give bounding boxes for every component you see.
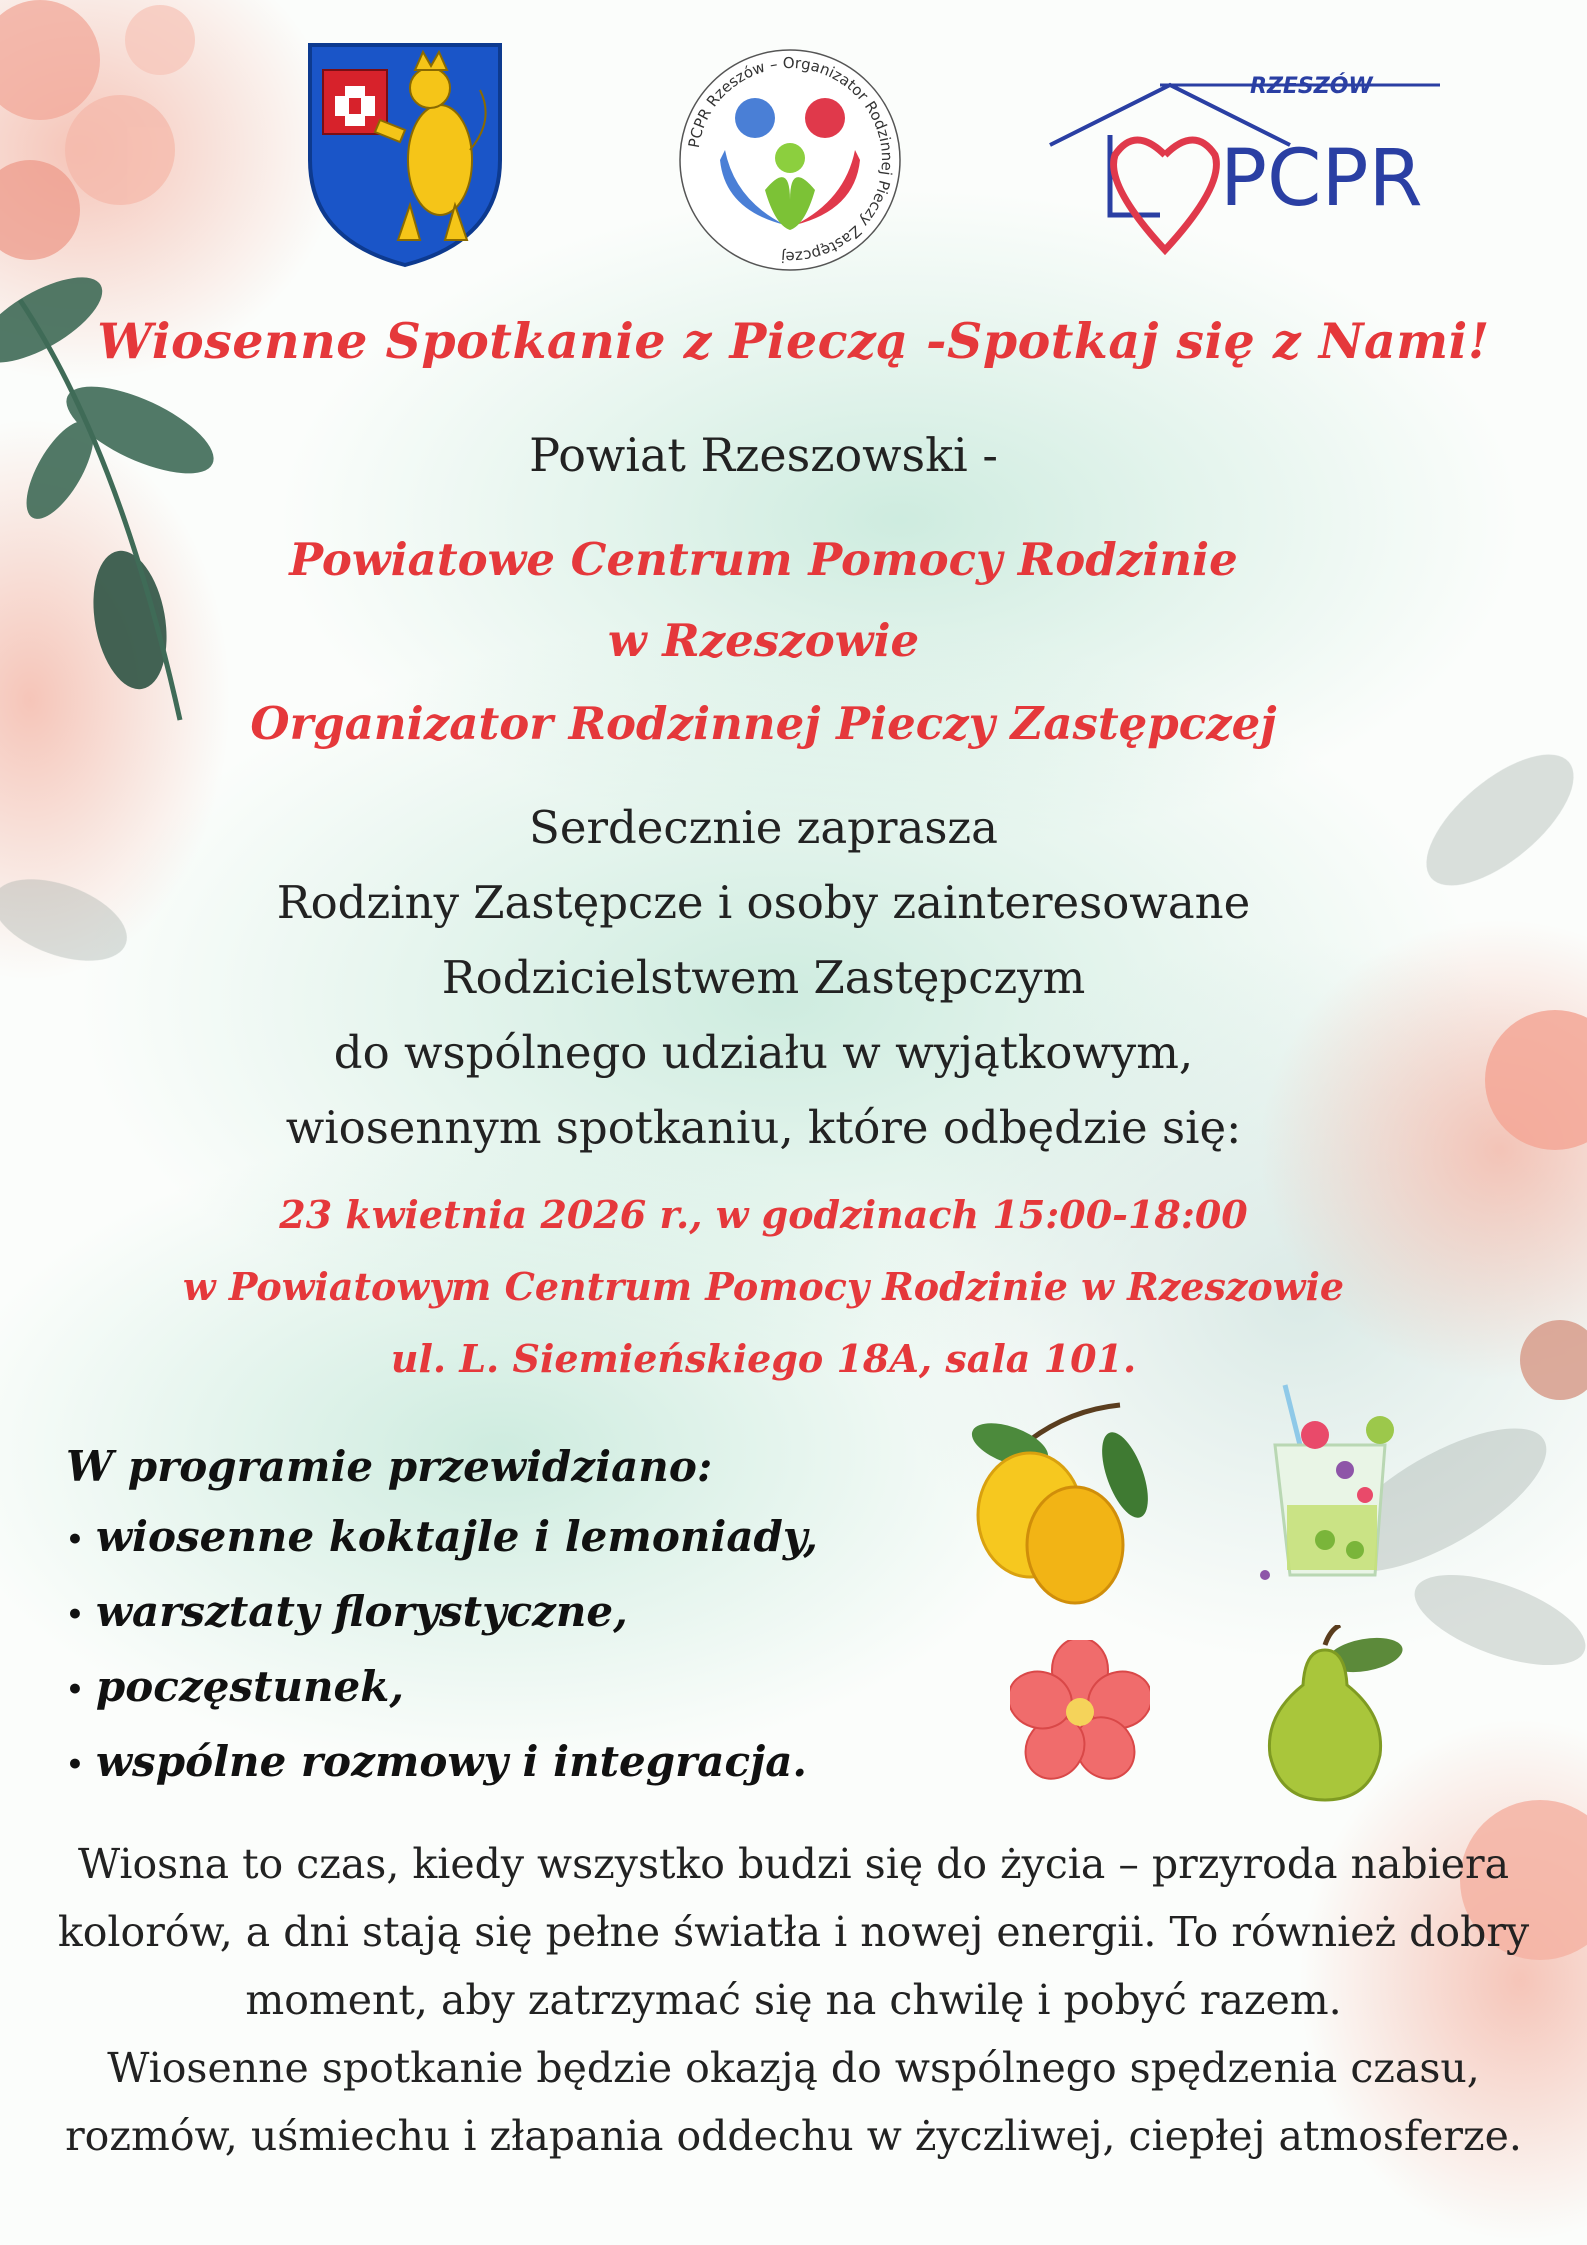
program-item-text: warsztaty florystyczne, — [95, 1587, 628, 1636]
event-date: 23 kwietnia 2026 r., w godzinach 15:00-18:00 — [279, 1192, 1248, 1237]
org-line-pcpr: Powiatowe Centrum Pomocy Rodzinie — [289, 533, 1238, 586]
program-heading: W programie przewidziano: — [66, 1442, 713, 1491]
org-line-powiat: Powiat Rzeszowski - — [529, 428, 998, 482]
program-item-text: wspólne rozmowy i integracja. — [95, 1737, 808, 1786]
lemonade-glass-icon — [1245, 1375, 1415, 1595]
event-place: w Powiatowym Centrum Pomocy Rodzinie w Rzeszowie — [182, 1264, 1345, 1309]
closing-paragraph — [0, 1830, 1587, 2170]
pcpr-circle-logo — [665, 40, 915, 280]
program-item-text: poczęstunek, — [95, 1662, 404, 1711]
program-item — [66, 1660, 404, 1717]
svg-text:PCPR: PCPR — [1220, 134, 1423, 224]
org-line-organizer: Organizator Rodzinnej Pieczy Zastępczej — [250, 697, 1277, 750]
event-address: ul. L. Siemieńskiego 18A, sala 101. — [390, 1336, 1137, 1381]
event-title: Wiosenne Spotkanie z Pieczą -Spotkaj się z Nami! — [97, 312, 1490, 370]
program-item-text: wiosenne koktajle i lemoniady, — [95, 1512, 818, 1561]
program-item — [66, 1585, 628, 1642]
lemons-icon — [950, 1400, 1150, 1610]
closing-line: Wiosna to czas, kiedy wszystko budzi się do życia – przyroda nabiera — [77, 1840, 1510, 1888]
closing-line: Wiosenne spotkanie będzie okazją do wspólnego spędzenia czasu, — [107, 2044, 1480, 2092]
coat-of-arms-logo — [305, 40, 505, 270]
org-line-city: w Rzeszowie — [607, 614, 920, 667]
invite-line: do wspólnego udziału w wyjątkowym, — [333, 1026, 1194, 1079]
pear-icon — [1245, 1625, 1415, 1805]
svg-text:RZESZÓW: RZESZÓW — [1250, 74, 1373, 99]
program-item — [66, 1735, 807, 1792]
invite-block — [0, 790, 1587, 1165]
bullet: • — [66, 1523, 84, 1556]
closing-line: moment, aby zatrzymać się na chwilę i pobyć razem. — [245, 1976, 1342, 2024]
program-item — [66, 1510, 818, 1567]
invite-line: Rodziny Zastępcze i osoby zainteresowane — [276, 876, 1251, 929]
invite-line: wiosennym spotkaniu, które odbędzie się: — [285, 1101, 1242, 1154]
invite-line: Rodzicielstwem Zastępczym — [441, 951, 1086, 1004]
closing-line: kolorów, a dni stają się pełne światła i nowej energii. To również dobry — [57, 1908, 1530, 1956]
bullet: • — [66, 1748, 84, 1781]
pcpr-rzeszow-logo — [1040, 65, 1460, 265]
red-flower-icon — [1010, 1640, 1150, 1780]
closing-line: rozmów, uśmiechu i złapania oddechu w życzliwej, ciepłej atmosferze. — [65, 2112, 1522, 2160]
svg-text:PCPR Rzeszów – Organizator Rod: PCPR Rzeszów – Organizator Rodzinnej Pieczy Zastępczej — [684, 53, 897, 267]
invite-line: Serdecznie zaprasza — [529, 801, 998, 854]
bullet: • — [66, 1598, 84, 1631]
bullet: • — [66, 1673, 84, 1706]
